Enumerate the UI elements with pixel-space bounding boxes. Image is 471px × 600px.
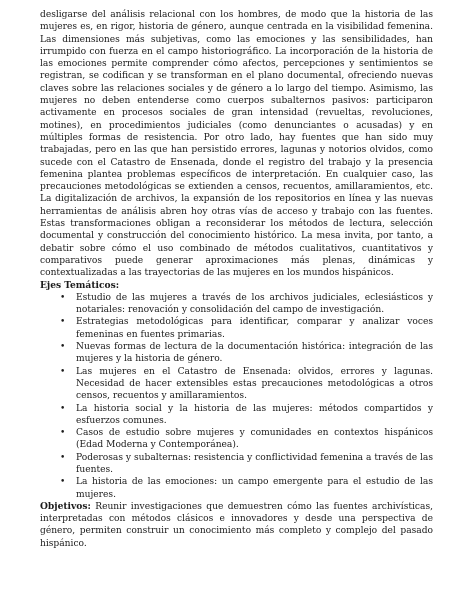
bullet-icon: •: [60, 428, 66, 439]
theme-item: [60, 427, 433, 452]
theme-item: [60, 316, 433, 341]
bullet-icon: •: [60, 452, 66, 463]
theme-item: [60, 341, 433, 366]
objectives-text: Reunir investigaciones que demuestren cómo las fuentes archivísticas, interpretadas con métodos clásicos e innovadores y desde una perspectiva de género, permiten construir un conocimiento más completo y complejo del pasado hispánico.: [40, 501, 433, 549]
bullet-icon: •: [60, 317, 66, 328]
bullet-icon: •: [60, 403, 66, 414]
theme-item: [60, 366, 433, 403]
theme-item-text: Poderosas y subalternas: resistencia y conflictividad femenina a través de las fuentes.: [76, 452, 433, 475]
bullet-icon: •: [60, 342, 66, 353]
theme-item: [60, 403, 433, 428]
theme-item-text: Las mujeres en el Catastro de Ensenada: olvidos, errores y lagunas. Necesidad de hacer extensibles estas precauciones metodológicas a otros censos, recuentos y amillaramientos.: [76, 366, 433, 402]
themes-heading: Ejes Temáticos:: [40, 279, 120, 291]
bullet-icon: •: [60, 477, 66, 488]
theme-item: [60, 476, 433, 501]
objectives-label: Objetivos:: [40, 500, 91, 512]
objectives-paragraph: [40, 501, 433, 550]
intro-paragraph: desligarse del análisis relacional con los hombres, de modo que la historia de las mujeres es, en rigor, historia de género, aunque centrada en la visibilidad femenina. Las dimensiones más subjetivas, como las emociones y las sensibilidades, han irrumpido con fuerza en el campo historiográfico. La incorporación de la historia de las emociones permite comprender cómo afectos, percepciones y sentimientos se registran, se codifican y se transforman en el plano documental, ofreciendo nuevas claves sobre las relaciones sociales y de género a lo largo del tiempo. Asimismo, las mujeres no deben entenderse como cuerpos subalternos pasivos: participaron activamente en procesos sociales de gran intensidad (revueltas, revoluciones, motines), en procedimientos judiciales (como denunciantes o acusadas) y en múltiples formas de resistencia. Por otro lado, hay fuentes que han sido muy trabajadas, pero en las que han persistido errores, lagunas y notorios olvidos, como sucede con el Catastro de Ensenada, donde el registro del trabajo y la presencia femenina plantea problemas específicos de interpretación. En cualquier caso, las precauciones metodológicas se extienden a censos, recuentos, amillaramientos, etc. La digitalización de archivos, la expansión de los repositorios en línea y las nuevas herramientas de análisis abren hoy otras vías de acceso y trabajo con las fuentes. Estas transformaciones obligan a reconsiderar los métodos de lectura, selección documental y construcción del conocimiento histórico. La mesa invita, por tanto, a debatir sobre cómo el uso combinado de métodos cualitativos, cuantitativos y comparativos puede generar aproximaciones más plenas, dinámicas y contextualizadas a las trayectorias de las mujeres en los mundos hispánicos.: [40, 10, 433, 279]
theme-item: [60, 292, 433, 317]
theme-item-text: Nuevas formas de lectura de la documentación histórica: integración de las mujeres y la historia de género.: [76, 342, 433, 365]
theme-item-text: Casos de estudio sobre mujeres y comunidades en contextos hispánicos (Edad Moderna y Contemporánea).: [76, 428, 433, 451]
document-page: [40, 9, 433, 550]
theme-item-text: Estrategias metodológicas para identificar, comparar y analizar voces femeninas en fuentes primarias.: [76, 317, 433, 340]
theme-item-text: La historia de las emociones: un campo emergente para el estudio de las mujeres.: [76, 477, 433, 500]
theme-item: [60, 452, 433, 477]
theme-item-text: Estudio de las mujeres a través de los archivos judiciales, eclesiásticos y notariales: renovación y consolidación del campo de investigación.: [76, 292, 433, 316]
themes-list: [40, 292, 433, 501]
bullet-icon: •: [60, 366, 66, 377]
theme-item-text: La historia social y la historia de las mujeres: métodos compartidos y esfuerzos comunes.: [76, 403, 433, 426]
bullet-icon: •: [60, 292, 66, 303]
